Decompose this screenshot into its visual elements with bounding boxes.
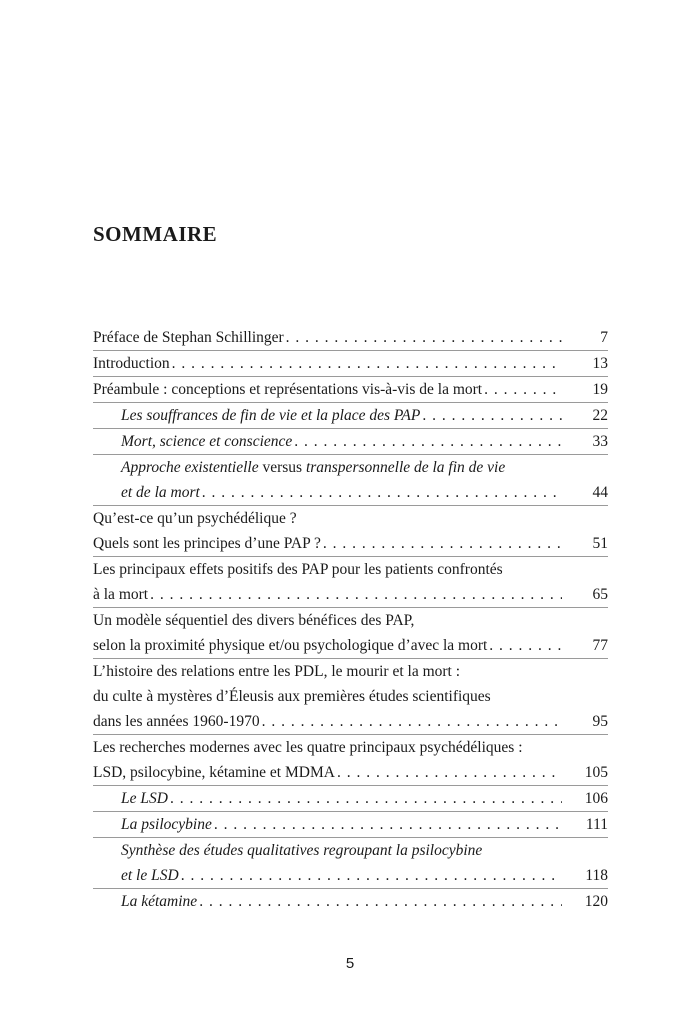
dot-leader [200,480,562,505]
toc-entry-text: Les principaux effets positifs des PAP pour les patients confrontés [93,561,503,578]
toc-entry-text: Préface de Stephan Schillinger [93,329,284,346]
toc-subentry [93,403,608,428]
toc-entry-text: Approche existentielle [121,459,259,476]
toc-entry-text: à la mort [93,586,149,603]
toc-entry-text: La kétamine [121,893,198,910]
toc-subentry [93,455,608,505]
dot-leader [482,377,562,402]
dot-leader [335,760,562,785]
toc-entry-text: LSD, psilocybine, kétamine et MDMA [93,764,335,781]
toc-entry-text: Quels sont les principes d’une PAP ? [93,535,321,552]
page-number-footer: 5 [345,955,355,972]
dot-leader [260,709,562,734]
toc-entry-text: Un modèle séquentiel des divers bénéfices des PAP, [93,612,415,629]
toc-entry-text: L’histoire des relations entre les PDL, le mourir et la mort : [93,663,461,680]
toc-entry-text: La psilocybine [121,816,212,833]
toc-entry-text: Les recherches modernes avec les quatre principaux psychédéliques : [93,739,523,756]
toc-page-number: 7 [600,329,608,346]
toc-entry-text: transpersonnelle de la fin de vie [305,459,506,476]
toc-page-number: 13 [592,355,608,372]
dot-leader [212,812,562,837]
toc-entry [93,659,608,734]
toc-entry [93,325,608,350]
toc-entry [93,506,608,556]
dot-leader [179,863,562,888]
dot-leader [321,531,562,556]
toc-subentry [93,812,608,837]
toc-page-number: 33 [592,433,608,450]
toc-entry-text: Introduction [93,355,170,372]
toc-page-number: 105 [584,764,608,781]
toc-page-number: 118 [585,867,608,884]
toc-page-number: 95 [592,713,608,730]
toc-entry [93,377,608,402]
toc-entry-text: Synthèse des études qualitatives regroupant la psilocybine [121,842,483,859]
toc-entry [93,351,608,376]
toc-entry-text: selon la proximité physique et/ou psychologique d’avec la mort [93,637,488,654]
toc-page-number: 44 [592,484,608,501]
toc-entry-text: Mort, science et conscience [121,433,293,450]
toc-page-number: 120 [584,893,608,910]
toc-entry-text: dans les années 1960-1970 [93,713,260,730]
toc-entry [93,557,608,607]
toc-entry-text: versus [262,459,303,476]
toc-page-number: 22 [592,407,608,424]
toc-entry-text: Préambule : conceptions et représentations vis-à-vis de la mort [93,381,483,398]
dot-leader [487,633,562,658]
toc-entry-text: du culte à mystères d’Éleusis aux premières études scientifiques [93,688,491,705]
toc-page-number: 19 [592,381,608,398]
toc-entry-text: Le LSD [121,790,168,807]
dot-leader [168,786,562,811]
toc-page-number: 111 [585,816,608,833]
toc-subentry [93,838,608,888]
toc-entry-text: et de la mort [121,484,200,501]
dot-leader [420,403,562,428]
dot-leader [197,889,562,914]
toc-subentry [93,429,608,454]
toc-entry [93,735,608,785]
toc-entry-text: Qu’est-ce qu’un psychédélique ? [93,510,297,527]
toc-entry [93,608,608,658]
toc-page-number: 65 [592,586,608,603]
toc-page-number: 51 [592,535,608,552]
table-of-contents [93,325,608,915]
toc-subentry [93,786,608,811]
dot-leader [148,582,562,607]
toc-entry-text: Les souffrances de fin de vie et la place des PAP [121,407,421,424]
page-title: SOMMAIRE [93,222,218,246]
dot-leader [284,325,562,350]
toc-entry-text: et le LSD [121,867,179,884]
dot-leader [170,351,562,376]
toc-subentry [93,889,608,914]
toc-page-number: 77 [592,637,608,654]
toc-page-number: 106 [584,790,608,807]
dot-leader [292,429,562,454]
